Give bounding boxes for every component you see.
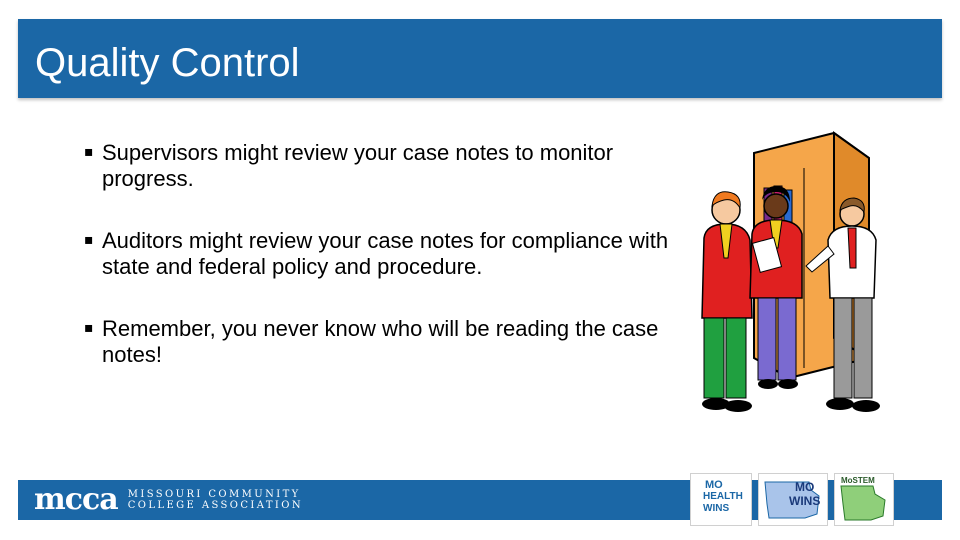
bullet-text: Supervisors might review your case notes to monitor progress. bbox=[102, 140, 614, 191]
bullet-item bbox=[84, 140, 674, 192]
mcca-logo-text: mcca bbox=[34, 482, 118, 517]
partner-line: HEALTH bbox=[703, 491, 743, 502]
bullet-list bbox=[84, 140, 674, 404]
org-name bbox=[128, 489, 303, 511]
org-name-line-2: COLLEGE ASSOCIATION bbox=[127, 500, 304, 511]
org-name-line-1: MISSOURI COMMUNITY bbox=[127, 489, 301, 500]
partner-logo-mo-wins bbox=[758, 473, 828, 526]
bullet-text: Remember, you never know who will be reading the case notes! bbox=[102, 316, 659, 367]
slide-title: Quality Control bbox=[35, 41, 300, 85]
partner-line: MoSTEM bbox=[841, 476, 875, 485]
square-bullet-icon: ▪ bbox=[84, 144, 94, 160]
title-bar bbox=[18, 19, 942, 98]
partner-line: MO bbox=[795, 480, 815, 494]
bullet-text: Auditors might review your case notes for compliance with state and federal policy and procedure. bbox=[102, 228, 669, 279]
square-bullet-icon: ▪ bbox=[84, 320, 94, 336]
bullet-item bbox=[84, 228, 674, 280]
partner-logo-mo-health-wins bbox=[690, 473, 752, 526]
square-bullet-icon: ▪ bbox=[84, 232, 94, 248]
partner-line: WINS bbox=[703, 503, 730, 514]
bullet-item bbox=[84, 316, 674, 368]
business-people-clipart-icon bbox=[694, 128, 894, 420]
partner-logo-mostem-wins bbox=[834, 473, 894, 526]
partner-line: WINS bbox=[789, 494, 821, 508]
mcca-logo bbox=[34, 482, 304, 517]
partner-line: MO bbox=[705, 479, 723, 491]
